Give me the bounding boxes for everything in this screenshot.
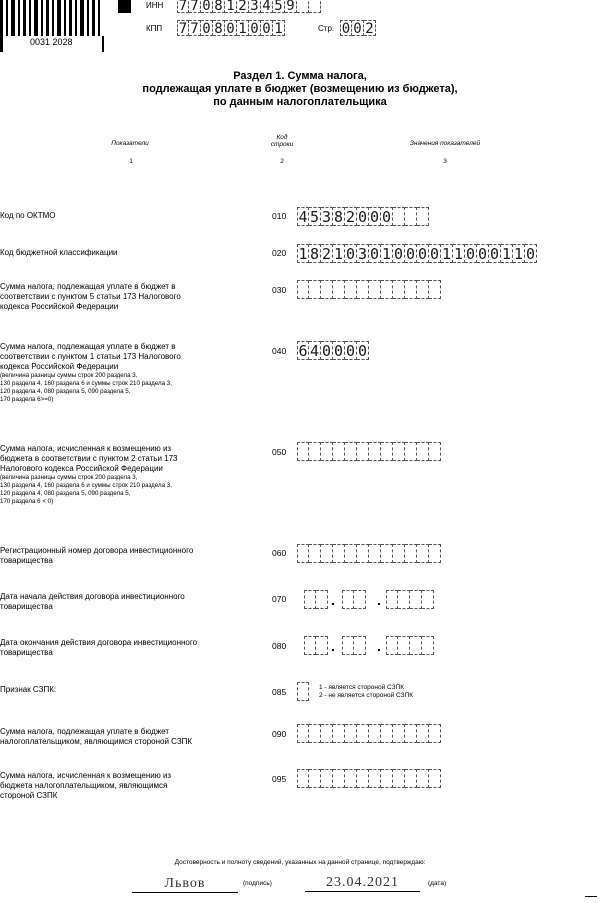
- row-060-cell: [321, 544, 333, 563]
- row-060-cell: [309, 544, 321, 563]
- start-date-year[interactable]: [386, 590, 434, 609]
- row-030-cell: [393, 280, 405, 299]
- row-code-095: 095: [272, 774, 287, 784]
- kbk-cell: 0: [393, 245, 404, 263]
- row-040-label: [0, 342, 255, 404]
- signature[interactable]: Львов: [132, 876, 238, 893]
- start-date-day[interactable]: [304, 590, 328, 609]
- szpk-field[interactable]: [297, 682, 309, 701]
- row-code-050: 050: [272, 447, 287, 457]
- title-line-1: Раздел 1. Сумма налога,: [233, 70, 367, 82]
- row-040-sub-line: 120 раздела 4, 080 раздела 5, 090 раздела 5,: [0, 388, 131, 395]
- col-num-3: 3: [443, 158, 447, 165]
- row-060-cell: [357, 544, 369, 563]
- row-095-cell: [393, 769, 405, 788]
- date-cell: [316, 636, 328, 655]
- row-080-label-line: товарищества: [0, 648, 53, 657]
- row-070-label-line: товарищества: [0, 602, 53, 611]
- kpp-cell: 0: [261, 20, 273, 36]
- row-030-cell: [369, 280, 381, 299]
- row-040-label-line: кодекса Российской Федерации: [0, 362, 119, 371]
- row-050-cell: [345, 442, 357, 461]
- row-050-cell: [333, 442, 345, 461]
- szpk-label: Признак СЗПК:: [0, 685, 57, 694]
- row-050-cell: [417, 442, 429, 461]
- row-050-cell: [393, 442, 405, 461]
- title-line-3: по данным налогоплательщика: [213, 96, 387, 108]
- row-080-label-line: Дата окончания действия договора инвестиционного: [0, 638, 198, 647]
- col-code-line1: Код: [276, 134, 288, 141]
- date-cell: [304, 590, 316, 609]
- inn-cell: 4: [261, 0, 273, 13]
- page-cell: 0: [341, 21, 351, 37]
- kbk-cell: 0: [465, 245, 476, 263]
- row-095-label-line: бюджета налогоплательщиком, являющимся: [0, 781, 168, 790]
- date-cell: [422, 636, 434, 655]
- row-code-060: 060: [272, 548, 287, 558]
- row-030-label: [0, 282, 255, 312]
- kbk-cell: 1: [453, 245, 464, 263]
- kpp-cell: 0: [249, 20, 261, 36]
- date-cell: [354, 590, 366, 609]
- kpp-cell: 1: [237, 20, 249, 36]
- row-095-field[interactable]: [297, 769, 441, 788]
- kpp-cell: 0: [225, 20, 237, 36]
- row-040-cell: 0: [321, 342, 332, 360]
- row-060-cell: [393, 544, 405, 563]
- row-code-040: 040: [272, 346, 287, 356]
- row-050-label-line: Налогового кодекса Российской Федерации: [0, 464, 163, 473]
- kpp-field[interactable]: [177, 20, 285, 36]
- row-095-label: [0, 771, 255, 801]
- row-090-cell: [381, 724, 393, 743]
- corner-marker-bottom: [585, 896, 597, 897]
- date-cell: [398, 590, 410, 609]
- row-095-cell: [297, 769, 309, 788]
- kbk-field[interactable]: [297, 244, 537, 263]
- date-cell: [410, 636, 422, 655]
- row-090-cell: [393, 724, 405, 743]
- date-cell: [316, 590, 328, 609]
- kbk-cell: 0: [405, 245, 416, 263]
- row-095-cell: [333, 769, 345, 788]
- row-060-label-line: Регистрационный номер договора инвестиционного: [0, 546, 194, 555]
- inn-label: ИНН: [146, 1, 164, 10]
- row-030-label-line: соответствии с пунктом 5 статьи 173 Налогового: [0, 292, 181, 301]
- row-070-label: [0, 592, 255, 612]
- inn-cell: 8: [213, 0, 225, 13]
- row-050-label-line: Сумма налога, исчисленная к возмещению из: [0, 444, 172, 453]
- inn-cell: [297, 0, 309, 13]
- row-040-cell: 0: [333, 342, 344, 360]
- row-050-cell: [405, 442, 417, 461]
- row-090-cell: [357, 724, 369, 743]
- inn-cell: 1: [225, 0, 237, 13]
- kbk-cell: 3: [357, 245, 368, 263]
- date-separator: .: [377, 638, 381, 654]
- row-070-label-line: Дата начала действия договора инвестиционного: [0, 592, 185, 601]
- row-030-label-line: кодекса Российской Федерации: [0, 302, 119, 311]
- inn-cell: 2: [237, 0, 249, 13]
- kbk-cell: 0: [489, 245, 500, 263]
- date-cell: [410, 590, 422, 609]
- kbk-cell: 0: [477, 245, 488, 263]
- row-095-label-line: Сумма налога, исчисленная к возмещению из: [0, 771, 172, 780]
- row-090-label-line: налогоплательщиком, являющимся стороной СЗПК: [0, 737, 193, 746]
- inn-cell: 0: [201, 0, 213, 13]
- row-095-cell: [309, 769, 321, 788]
- kbk-cell: 1: [381, 245, 392, 263]
- date-cell: [304, 636, 316, 655]
- row-090-label: [0, 727, 255, 747]
- confirmation-text: Достоверность и полноту сведений, указанных на данной странице, подтверждаю:: [174, 859, 426, 866]
- kpp-cell: 1: [273, 20, 285, 36]
- row-040-sub-line: 130 раздела 4, 160 раздела 6 и суммы строк 210 раздела 3,: [0, 380, 172, 387]
- oktmo-cell: 5: [309, 208, 320, 226]
- row-090-cell: [309, 724, 321, 743]
- row-090-cell: [321, 724, 333, 743]
- inn-cell: [309, 0, 321, 13]
- szpk-note-2: 2 - не является стороной СЗПК: [319, 692, 414, 699]
- row-040-sub-line: 170 раздела 6>=0): [0, 396, 54, 403]
- row-090-cell: [369, 724, 381, 743]
- oktmo-cell: [405, 207, 417, 226]
- row-040-cell: 4: [309, 342, 320, 360]
- page-field[interactable]: [340, 20, 376, 36]
- oktmo-cell: 3: [321, 208, 332, 226]
- inn-cell: 5: [273, 0, 285, 13]
- col-code: [262, 134, 302, 148]
- kbk-cell: 0: [429, 245, 440, 263]
- kbk-cell: 1: [441, 245, 452, 263]
- oktmo-cell: 0: [357, 208, 368, 226]
- kbk-cell: 0: [345, 245, 356, 263]
- barcode-number: 0031 2028: [30, 37, 73, 47]
- col-num-1: 1: [129, 158, 133, 165]
- inn-cell: 7: [189, 0, 201, 13]
- oktmo-cell: 0: [369, 208, 380, 226]
- col-values: Значения показателей: [409, 140, 481, 147]
- date-cell: [398, 636, 410, 655]
- kpp-label: КПП: [146, 24, 163, 33]
- date-cell: [386, 636, 398, 655]
- kbk-cell: 0: [417, 245, 428, 263]
- row-050-cell: [357, 442, 369, 461]
- row-095-cell: [369, 769, 381, 788]
- end-date-month[interactable]: [342, 636, 366, 655]
- oktmo-field[interactable]: [297, 207, 429, 226]
- row-040-cell: 0: [345, 342, 356, 360]
- inn-cell: 7: [177, 0, 189, 13]
- kbk-cell: 2: [321, 245, 332, 263]
- row-code-090: 090: [272, 729, 287, 739]
- kbk-cell: 0: [525, 245, 536, 263]
- row-050-sub-line: (величина разницы суммы строк 200 раздела 3,: [0, 474, 138, 481]
- row-050-sub-line: 130 раздела 4, 160 раздела 6 и суммы строк 210 раздела 3,: [0, 482, 172, 489]
- inn-cell: 9: [285, 0, 297, 13]
- row-060-cell: [381, 544, 393, 563]
- title-line-2: подлежащая уплате в бюджет (возмещению из бюджета),: [142, 83, 458, 95]
- row-030-cell: [417, 280, 429, 299]
- end-date-year[interactable]: [386, 636, 434, 655]
- szpk-cell: [297, 682, 309, 701]
- row-060-cell: [417, 544, 429, 563]
- inn-field[interactable]: [177, 0, 321, 13]
- kpp-cell: 8: [213, 20, 225, 36]
- row-code-010: 010: [272, 211, 287, 221]
- inn-cell: 3: [249, 0, 261, 13]
- oktmo-cell: 2: [345, 208, 356, 226]
- date-cell: [354, 636, 366, 655]
- row-030-field[interactable]: [297, 280, 441, 299]
- row-040-label-line: Сумма налога, подлежащая уплате в бюджет в: [0, 342, 176, 351]
- row-code-020: 020: [272, 248, 287, 258]
- kpp-cell: 7: [178, 21, 188, 37]
- row-050-cell: [369, 442, 381, 461]
- row-060-label: [0, 546, 255, 566]
- row-090-cell: [405, 724, 417, 743]
- row-040-cell: 6: [298, 342, 308, 360]
- row-090-field[interactable]: [297, 724, 441, 743]
- row-090-cell: [429, 724, 441, 743]
- szpk-note-1: 1 - является стороной СЗПК: [319, 684, 405, 691]
- oktmo-cell: 8: [333, 208, 344, 226]
- date-cell: [386, 590, 398, 609]
- row-code-080: 080: [272, 641, 287, 651]
- col-num-2: 2: [280, 158, 284, 165]
- row-080-label: [0, 638, 255, 658]
- page-cell: 2: [364, 20, 376, 36]
- row-060-cell: [429, 544, 441, 563]
- kbk-cell: 0: [369, 245, 380, 263]
- row-050-sub-line: 170 раздела 6 < 0): [0, 498, 54, 505]
- row-090-cell: [333, 724, 345, 743]
- row-030-cell: [309, 280, 321, 299]
- kpp-cell: 0: [201, 20, 213, 36]
- row-050-label: [0, 444, 255, 506]
- row-090-cell: [417, 724, 429, 743]
- row-050-cell: [381, 442, 393, 461]
- row-050-cell: [429, 442, 441, 461]
- col-indicators: Показатели: [111, 140, 149, 147]
- kbk-label: Код бюджетной классификации: [0, 248, 118, 257]
- row-095-cell: [357, 769, 369, 788]
- row-030-cell: [429, 280, 441, 299]
- row-040-cell: 0: [357, 342, 368, 360]
- date-separator: .: [377, 592, 381, 608]
- page-title: [0, 70, 600, 109]
- row-030-cell: [381, 280, 393, 299]
- row-095-cell: [417, 769, 429, 788]
- kbk-cell: 1: [501, 245, 512, 263]
- row-050-label-line: бюджета в соответствии с пунктом 2 статьи 173: [0, 454, 178, 463]
- row-095-cell: [321, 769, 333, 788]
- page-label: Стр.: [318, 24, 335, 33]
- row-095-cell: [381, 769, 393, 788]
- row-030-cell: [297, 280, 309, 299]
- date-label: (дата): [428, 880, 447, 887]
- date-cell: [342, 590, 354, 609]
- kbk-cell: 1: [298, 245, 308, 263]
- date-separator: .: [331, 638, 335, 654]
- row-090-cell: [297, 724, 309, 743]
- row-060-cell: [333, 544, 345, 563]
- kpp-cell: 7: [189, 20, 201, 36]
- oktmo-label: Код по ОКТМО: [0, 211, 56, 220]
- page-cell: 0: [352, 20, 364, 36]
- row-030-cell: [345, 280, 357, 299]
- row-050-field[interactable]: [297, 442, 441, 461]
- col-code-line2: строки: [270, 141, 294, 148]
- date-cell: [422, 590, 434, 609]
- kbk-cell: 8: [309, 245, 320, 263]
- szpk-note: [319, 684, 413, 700]
- oktmo-cell: [417, 207, 429, 226]
- row-060-label-line: товарищества: [0, 556, 53, 565]
- row-060-cell: [369, 544, 381, 563]
- signature-label: (подпись): [243, 880, 272, 887]
- row-095-cell: [429, 769, 441, 788]
- corner-marker: [118, 0, 131, 13]
- date-cell: [342, 636, 354, 655]
- row-030-cell: [405, 280, 417, 299]
- oktmo-cell: 0: [381, 208, 392, 226]
- oktmo-cell: 4: [298, 208, 308, 226]
- row-095-label-line: стороной СЗПК: [0, 791, 58, 800]
- row-030-cell: [333, 280, 345, 299]
- row-code-030: 030: [272, 285, 287, 295]
- row-060-cell: [297, 544, 309, 563]
- row-050-cell: [297, 442, 309, 461]
- row-050-cell: [309, 442, 321, 461]
- start-date-month[interactable]: [342, 590, 366, 609]
- row-060-field[interactable]: [297, 544, 441, 563]
- row-095-cell: [405, 769, 417, 788]
- row-060-cell: [345, 544, 357, 563]
- row-code-085: 085: [272, 687, 287, 697]
- row-030-cell: [357, 280, 369, 299]
- row-050-sub-line: 120 раздела 4, 080 раздела 5, 090 раздела 5,: [0, 490, 131, 497]
- row-090-label-line: Сумма налога, подлежащая уплате в бюджет: [0, 727, 170, 736]
- row-030-cell: [321, 280, 333, 299]
- kbk-cell: 1: [333, 245, 344, 263]
- row-code-070: 070: [272, 594, 287, 604]
- kbk-cell: 1: [513, 245, 524, 263]
- row-030-label-line: Сумма налога, подлежащая уплате в бюджет в: [0, 282, 176, 291]
- row-095-cell: [345, 769, 357, 788]
- row-060-cell: [405, 544, 417, 563]
- row-040-field[interactable]: [297, 341, 369, 360]
- row-050-cell: [321, 442, 333, 461]
- row-040-label-line: соответствии с пунктом 1 статьи 173 Налогового: [0, 352, 181, 361]
- barcode: [0, 0, 105, 52]
- date-separator: .: [331, 592, 335, 608]
- end-date-day[interactable]: [304, 636, 328, 655]
- row-040-sub-line: (величина разницы суммы строк 200 раздела 3,: [0, 372, 138, 379]
- row-090-cell: [345, 724, 357, 743]
- oktmo-cell: [393, 207, 405, 226]
- date-field[interactable]: 23.04.2021: [305, 875, 420, 892]
